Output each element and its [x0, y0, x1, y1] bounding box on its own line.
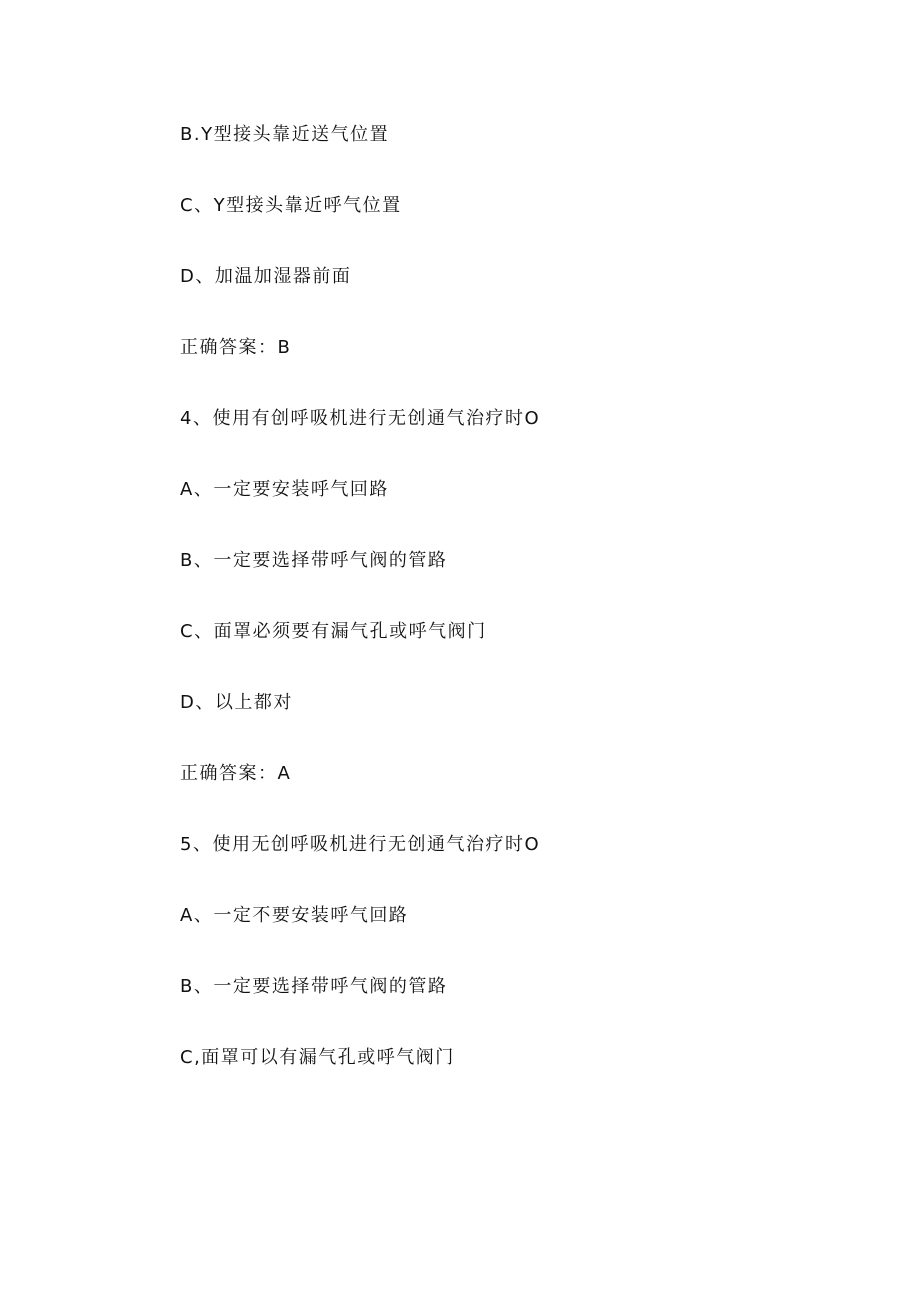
option-c-q4: C、面罩必须要有漏气孔或呼气阀门 [180, 621, 487, 642]
answer-q3: 正确答案：B [180, 337, 292, 358]
question-4: 4、使用有创呼吸机进行无创通气治疗时O [180, 408, 541, 429]
option-c-q3: C、Y型接头靠近呼气位置 [180, 195, 402, 216]
option-b-q3: B.Y型接头靠近送气位置 [180, 124, 390, 145]
option-a-q4: A、一定要安装呼气回路 [180, 479, 389, 500]
option-b-q4: B、一定要选择带呼气阀的管路 [180, 550, 448, 571]
option-d-q3: D、加温加湿器前面 [180, 266, 352, 287]
question-text-block [180, 118, 880, 1112]
answer-q4: 正确答案：A [180, 763, 292, 784]
option-d-q4: D、以上都对 [180, 692, 293, 713]
option-a-q5: A、一定不要安装呼气回路 [180, 905, 409, 926]
question-5: 5、使用无创呼吸机进行无创通气治疗时O [180, 834, 541, 855]
option-c-q5: C,面罩可以有漏气孔或呼气阀门 [180, 1047, 455, 1068]
option-b-q5: B、一定要选择带呼气阀的管路 [180, 976, 448, 997]
